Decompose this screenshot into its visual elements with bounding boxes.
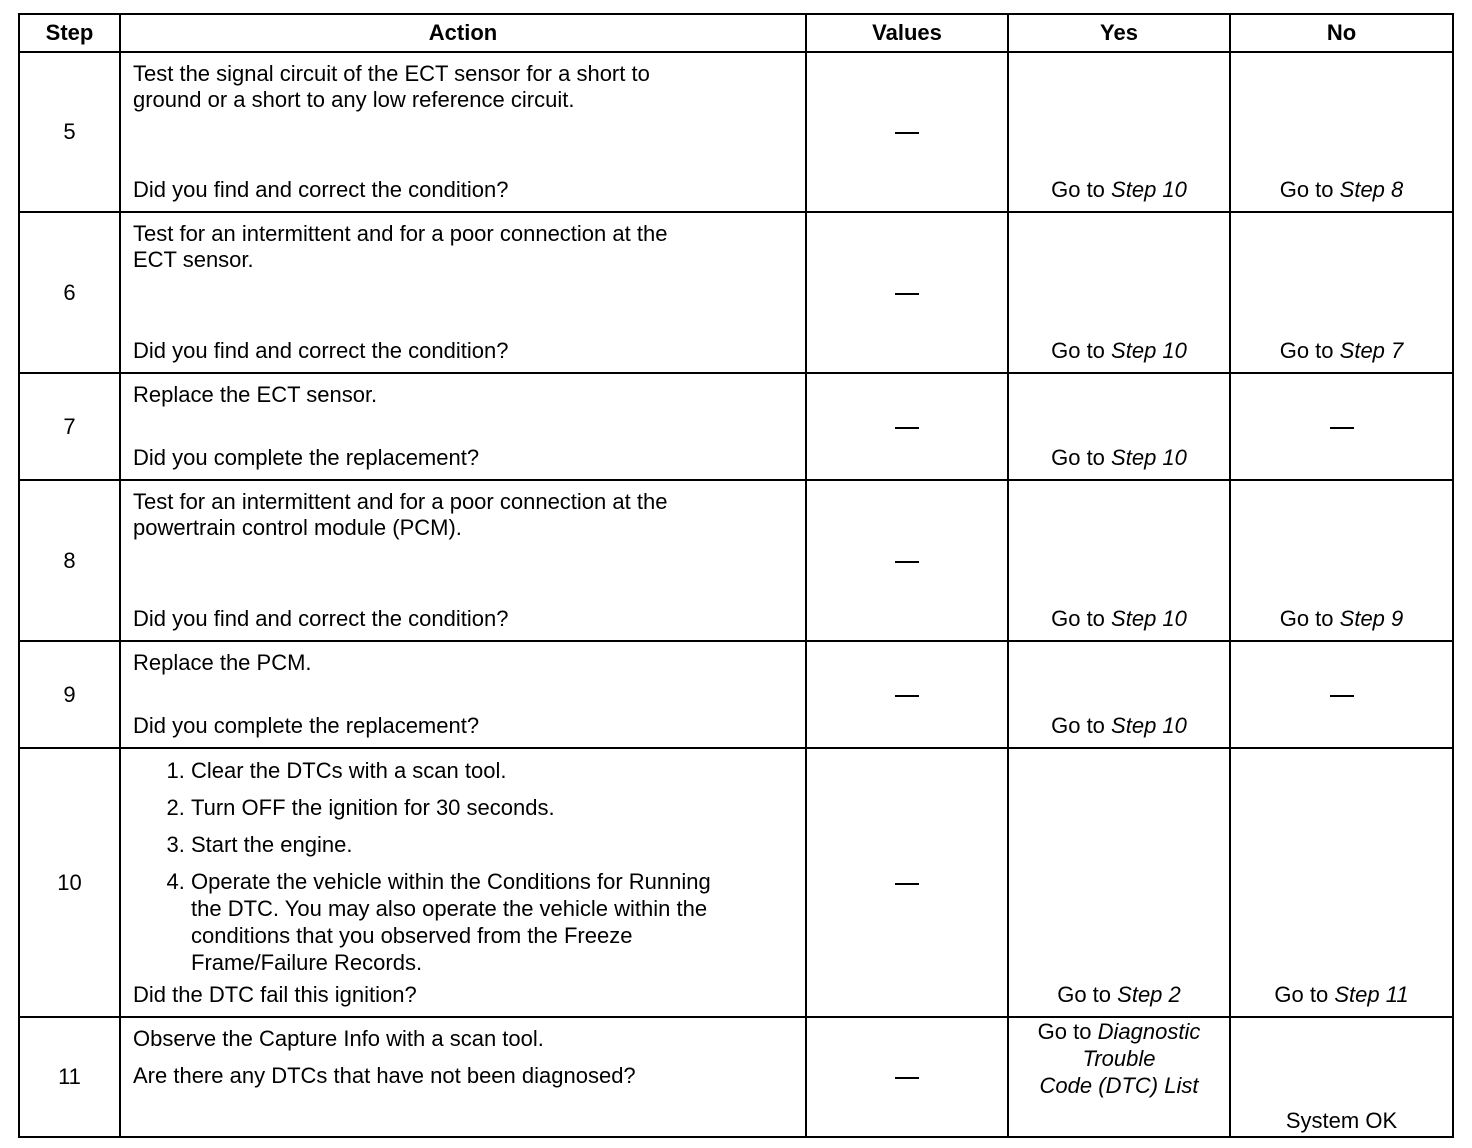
action-text: Replace the ECT sensor. bbox=[133, 382, 378, 407]
em-dash bbox=[895, 1077, 919, 1079]
header-no: No bbox=[1230, 14, 1453, 52]
yes-cell bbox=[1008, 212, 1230, 373]
go-to-label: Go to bbox=[1051, 338, 1105, 363]
yes-step-link[interactable]: Step 10 bbox=[1111, 606, 1187, 631]
no-cell bbox=[1230, 748, 1453, 1017]
list-item-text: the DTC. You may also operate the vehicle within the bbox=[191, 896, 708, 921]
action-cell bbox=[120, 212, 806, 373]
action-question: Did the DTC fail this ignition? bbox=[133, 982, 417, 1007]
action-cell bbox=[120, 373, 806, 480]
no-cell bbox=[1230, 212, 1453, 373]
action-cell bbox=[120, 1017, 806, 1137]
values-cell bbox=[806, 1017, 1008, 1137]
go-to-label: Go to bbox=[1051, 177, 1105, 202]
list-item bbox=[191, 868, 793, 976]
values-cell bbox=[806, 373, 1008, 480]
action-cell bbox=[120, 748, 806, 1017]
em-dash bbox=[1330, 427, 1354, 429]
go-to-label: Go to bbox=[1279, 177, 1334, 202]
action-text: Test for an intermittent and for a poor connection at the bbox=[133, 221, 668, 246]
yes-cell bbox=[1008, 641, 1230, 748]
system-ok-text: System OK bbox=[1285, 1108, 1398, 1133]
list-item: 3. Start the engine. bbox=[191, 831, 793, 858]
table-row bbox=[19, 1017, 1453, 1137]
go-to-label: Go to bbox=[1279, 338, 1334, 363]
list-item: 2. Turn OFF the ignition for 30 seconds. bbox=[191, 794, 793, 821]
action-question: Did you complete the replacement? bbox=[133, 713, 480, 738]
action-text: Test the signal circuit of the ECT sensor for a short to bbox=[133, 61, 650, 86]
list-item: 1. Clear the DTCs with a scan tool. bbox=[191, 757, 793, 784]
action-text: Replace the PCM. bbox=[133, 650, 312, 675]
no-cell bbox=[1230, 52, 1453, 212]
values-cell bbox=[806, 52, 1008, 212]
diagnostic-table bbox=[18, 13, 1454, 1138]
table-row bbox=[19, 373, 1453, 480]
yes-step-link[interactable]: Step 10 bbox=[1111, 713, 1187, 738]
action-text: powertrain control module (PCM). bbox=[133, 515, 462, 540]
table-row bbox=[19, 641, 1453, 748]
yes-link-line3[interactable]: Code (DTC) List bbox=[1039, 1073, 1199, 1098]
go-to-label: Go to bbox=[1037, 1019, 1092, 1044]
header-yes: Yes bbox=[1008, 14, 1230, 52]
action-text: Test for an intermittent and for a poor connection at the bbox=[133, 489, 668, 514]
values-cell bbox=[806, 748, 1008, 1017]
action-question: Are there any DTCs that have not been diagnosed? bbox=[133, 1063, 636, 1088]
action-question: Did you find and correct the condition? bbox=[133, 338, 509, 363]
step-number: 7 bbox=[19, 373, 120, 480]
yes-cell bbox=[1008, 480, 1230, 641]
no-cell bbox=[1230, 480, 1453, 641]
yes-step-link[interactable]: Step 2 bbox=[1117, 982, 1181, 1007]
table-row bbox=[19, 212, 1453, 373]
action-question: Did you find and correct the condition? bbox=[133, 606, 509, 631]
no-cell bbox=[1230, 373, 1453, 480]
header-action: Action bbox=[120, 14, 806, 52]
go-to-label: Go to bbox=[1057, 982, 1112, 1007]
yes-link-line2[interactable]: Trouble bbox=[1082, 1046, 1156, 1071]
step-number: 8 bbox=[19, 480, 120, 641]
em-dash bbox=[895, 293, 919, 295]
step-number: 6 bbox=[19, 212, 120, 373]
em-dash bbox=[895, 695, 919, 697]
go-to-label: Go to bbox=[1051, 606, 1105, 631]
yes-cell bbox=[1008, 373, 1230, 480]
em-dash bbox=[895, 561, 919, 563]
header-step: Step bbox=[19, 14, 120, 52]
action-steps-list bbox=[121, 757, 805, 976]
action-question: Did you complete the replacement? bbox=[133, 445, 480, 470]
values-cell bbox=[806, 212, 1008, 373]
no-cell bbox=[1230, 1017, 1453, 1137]
em-dash bbox=[895, 883, 919, 885]
step-number: 5 bbox=[19, 52, 120, 212]
no-step-link[interactable]: Step 8 bbox=[1339, 177, 1404, 202]
list-item-text: Frame/Failure Records. bbox=[191, 950, 423, 975]
table-row bbox=[19, 480, 1453, 641]
em-dash bbox=[895, 132, 919, 134]
yes-cell bbox=[1008, 52, 1230, 212]
go-to-label: Go to bbox=[1051, 713, 1105, 738]
action-cell bbox=[120, 641, 806, 748]
values-cell bbox=[806, 480, 1008, 641]
yes-cell bbox=[1008, 748, 1230, 1017]
yes-step-link[interactable]: Step 10 bbox=[1111, 445, 1187, 470]
action-cell bbox=[120, 52, 806, 212]
list-item-text: 4. Operate the vehicle within the Conditions for Running bbox=[191, 869, 711, 894]
header-row bbox=[19, 14, 1453, 52]
step-number: 9 bbox=[19, 641, 120, 748]
em-dash bbox=[895, 427, 919, 429]
action-text: ground or a short to any low reference circuit. bbox=[133, 87, 575, 112]
table-row bbox=[19, 52, 1453, 212]
yes-step-link[interactable]: Step 10 bbox=[1111, 338, 1187, 363]
values-cell bbox=[806, 641, 1008, 748]
no-step-link[interactable]: Step 11 bbox=[1334, 982, 1409, 1007]
action-text: ECT sensor. bbox=[133, 247, 254, 272]
header-values: Values bbox=[806, 14, 1008, 52]
action-cell bbox=[120, 480, 806, 641]
action-text: Observe the Capture Info with a scan tool. bbox=[133, 1026, 544, 1051]
action-question: Did you find and correct the condition? bbox=[133, 177, 509, 202]
yes-link-line1[interactable]: Diagnostic bbox=[1097, 1019, 1201, 1044]
list-item-text: conditions that you observed from the Freeze bbox=[191, 923, 633, 948]
go-to-label: Go to bbox=[1274, 982, 1329, 1007]
table-row bbox=[19, 748, 1453, 1017]
go-to-label: Go to bbox=[1279, 606, 1334, 631]
yes-step-link[interactable]: Step 10 bbox=[1111, 177, 1187, 202]
step-number: 10 bbox=[19, 748, 120, 1017]
no-step-link[interactable]: Step 7 bbox=[1339, 338, 1404, 363]
go-to-label: Go to bbox=[1051, 445, 1105, 470]
no-cell bbox=[1230, 641, 1453, 748]
yes-cell bbox=[1008, 1017, 1230, 1137]
step-number: 11 bbox=[19, 1017, 120, 1137]
em-dash bbox=[1330, 695, 1354, 697]
no-step-link[interactable]: Step 9 bbox=[1339, 606, 1404, 631]
